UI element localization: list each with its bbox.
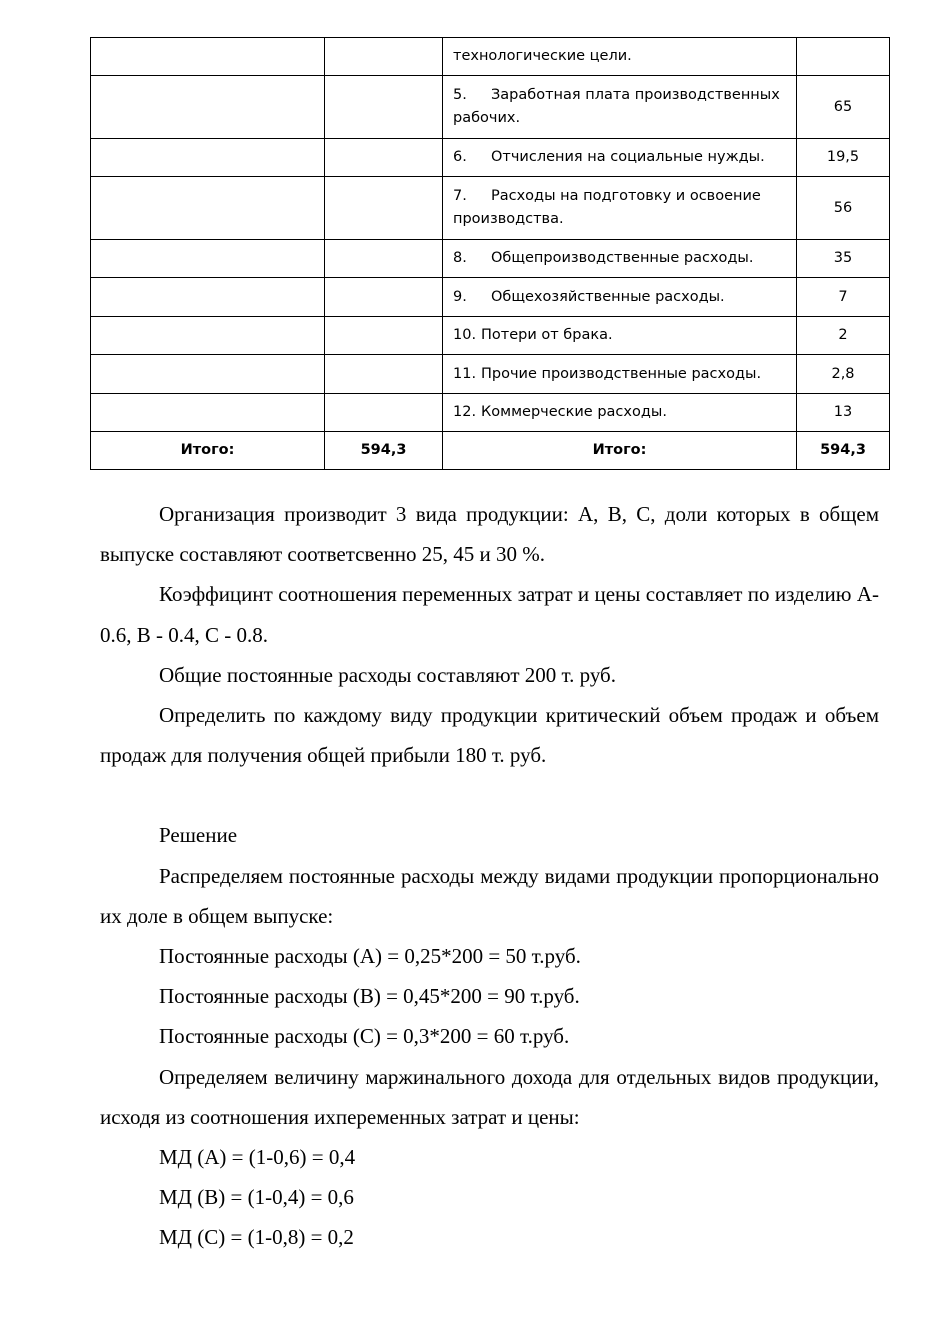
- expense-value: 19,5: [797, 139, 890, 177]
- table-row: [91, 278, 890, 317]
- expense-index: 6.: [453, 149, 467, 165]
- empty-cell: [325, 394, 443, 432]
- total-value-right: 594,3: [797, 432, 890, 470]
- expense-item: [443, 394, 797, 432]
- expense-label: Прочие производственные расходы.: [481, 365, 762, 382]
- expense-value: 35: [797, 240, 890, 278]
- empty-cell: [91, 38, 325, 76]
- expense-value: 2: [797, 317, 890, 355]
- table-row: [91, 76, 890, 139]
- paragraph: Постоянные расходы (А) = 0,25*200 = 50 т.руб.: [159, 944, 581, 969]
- table-row: [91, 317, 890, 355]
- expense-value: 65: [797, 76, 890, 139]
- total-label-right: Итого:: [443, 432, 797, 470]
- empty-cell: [91, 139, 325, 177]
- expense-item: [443, 355, 797, 394]
- paragraph: МД (С) = (1-0,8) = 0,2: [159, 1225, 354, 1250]
- paragraph: МД (А) = (1-0,6) = 0,4: [159, 1145, 356, 1170]
- total-label-left: Итого:: [91, 432, 325, 470]
- expense-label: Коммерческие расходы.: [481, 404, 667, 420]
- empty-cell: [325, 240, 443, 278]
- expense-index: 7.: [453, 188, 467, 204]
- expense-item: [443, 76, 797, 139]
- expense-index: 9.: [453, 288, 467, 305]
- table-row: [91, 355, 890, 394]
- expense-label: Расходы на подготовку и освоение производства.: [453, 188, 761, 227]
- expense-value: 7: [797, 278, 890, 317]
- empty-cell: [325, 317, 443, 355]
- empty-cell: [325, 38, 443, 76]
- empty-cell: [325, 177, 443, 240]
- table-row: [91, 139, 890, 177]
- expense-item: [443, 278, 797, 317]
- empty-cell: [91, 355, 325, 394]
- table-row: [91, 394, 890, 432]
- expense-label: Потери от брака.: [481, 327, 613, 343]
- expense-index: 11.: [453, 365, 477, 382]
- expense-item: [443, 139, 797, 177]
- expense-label: Заработная плата производственных рабочих.: [453, 87, 780, 126]
- empty-cell: [91, 278, 325, 317]
- empty-cell: [91, 240, 325, 278]
- expense-label: Общепроизводственные расходы.: [491, 250, 754, 266]
- expense-value: 56: [797, 177, 890, 240]
- expense-label: Общехозяйственные расходы.: [491, 288, 725, 305]
- paragraph: МД (В) = (1-0,4) = 0,6: [159, 1185, 354, 1210]
- expense-value: [797, 38, 890, 76]
- cost-table-body: [91, 38, 890, 432]
- expense-index: 5.: [453, 87, 467, 103]
- document-body: [100, 494, 879, 1258]
- paragraph: Определяем величину маржинального дохода для отдельных видов продукции, исходя из соотношения ихпеременных затрат и цены:: [100, 1064, 879, 1129]
- expense-index: 12.: [453, 404, 477, 420]
- expense-label: технологические цели.: [453, 48, 632, 64]
- table-row: [91, 177, 890, 240]
- empty-cell: [91, 317, 325, 355]
- empty-cell: [91, 76, 325, 139]
- paragraph: Распределяем постоянные расходы между видами продукции пропорционально их доле в общем выпуске:: [100, 863, 879, 928]
- expense-item: [443, 317, 797, 355]
- empty-cell: [91, 177, 325, 240]
- empty-cell: [91, 394, 325, 432]
- paragraph: Определить по каждому виду продукции критический объем продаж и объем продаж для получения общей прибыли 180 т. руб.: [100, 703, 879, 768]
- expense-item: [443, 177, 797, 240]
- paragraph: Постоянные расходы (В) = 0,45*200 = 90 т.руб.: [159, 984, 580, 1009]
- paragraph: Общие постоянные расходы составляют 200 т. руб.: [159, 662, 616, 687]
- empty-cell: [325, 76, 443, 139]
- empty-cell: [325, 139, 443, 177]
- paragraph: Коэффицинт соотношения переменных затрат и цены составляет по изделию А- 0.6, В - 0.4, С - 0.8.: [100, 582, 879, 647]
- expense-index: 8.: [453, 250, 467, 266]
- cost-table: [90, 37, 890, 470]
- section-heading: Решение: [159, 823, 238, 848]
- table-row: [91, 38, 890, 76]
- expense-value: 13: [797, 394, 890, 432]
- expense-value: 2,8: [797, 355, 890, 394]
- expense-item: [443, 38, 797, 76]
- total-row: [91, 432, 890, 470]
- total-value-left: 594,3: [325, 432, 443, 470]
- empty-cell: [325, 278, 443, 317]
- empty-cell: [325, 355, 443, 394]
- paragraph: Организация производит 3 вида продукции: А, В, С, доли которых в общем выпуске составляют соответсвенно 25, 45 и 30 %.: [100, 502, 879, 567]
- expense-index: 10.: [453, 327, 477, 343]
- expense-label: Отчисления на социальные нужды.: [491, 149, 765, 165]
- expense-item: [443, 240, 797, 278]
- table-row: [91, 240, 890, 278]
- paragraph: Постоянные расходы (С) = 0,3*200 = 60 т.руб.: [159, 1024, 570, 1049]
